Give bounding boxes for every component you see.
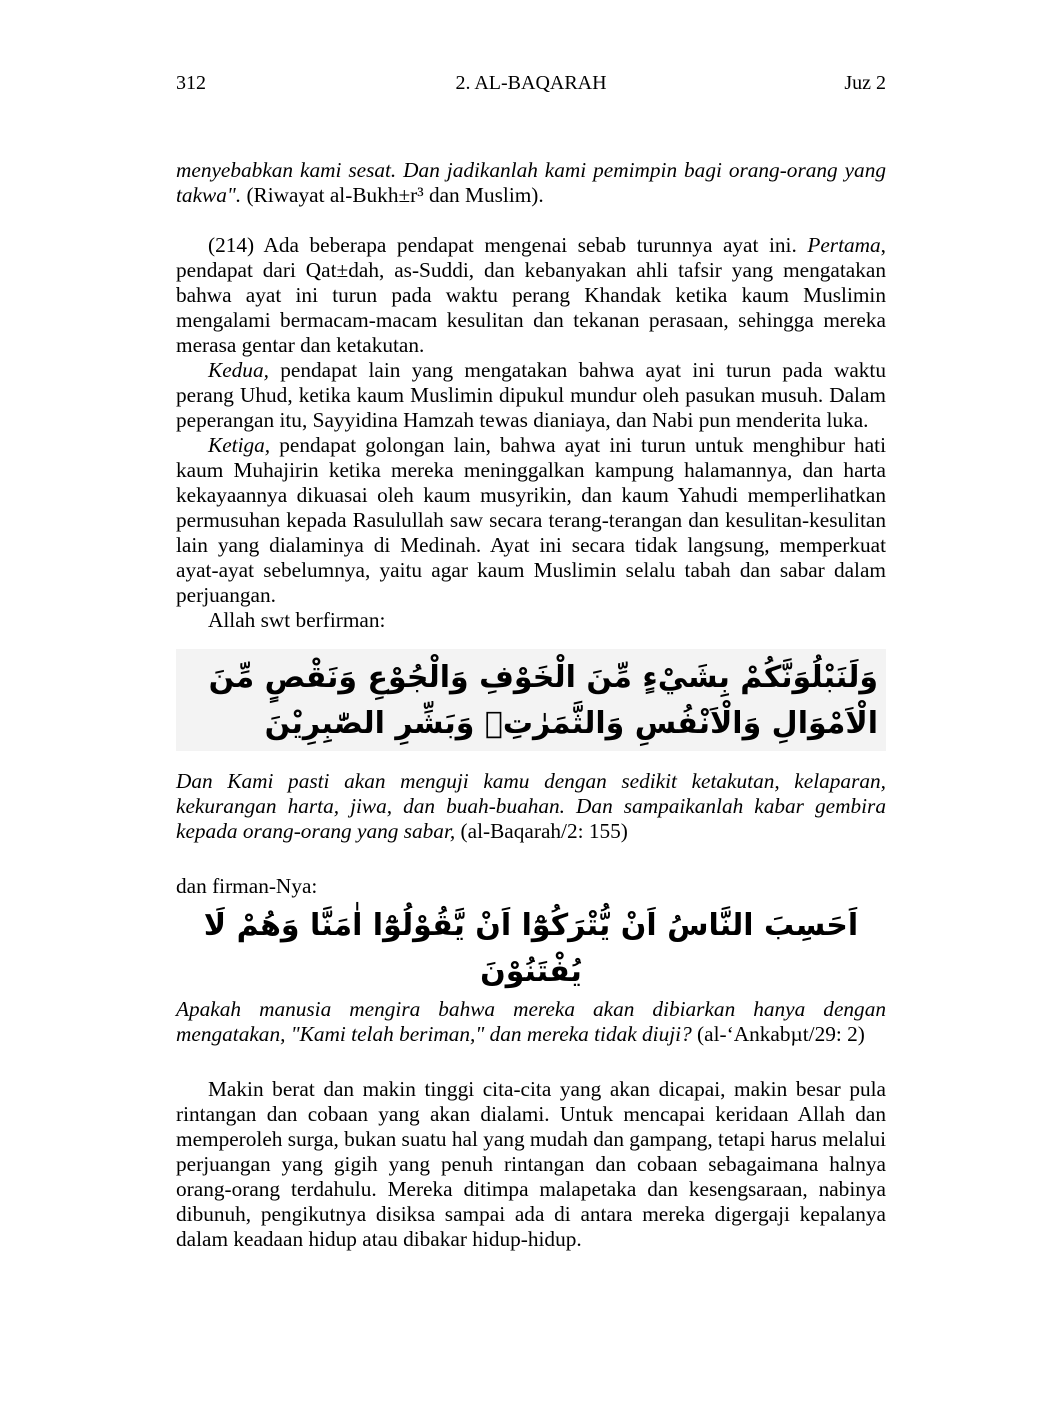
hadith-reference: (Riwayat al-Bukh±r³ dan Muslim). <box>241 183 544 207</box>
arabic-verse-ankabut-2: اَحَسِبَ النَّاسُ اَنْ يُّتْرَكُوْٓا اَنْ يَّقُوْلُوْٓا اٰمَنَّا وَهُمْ لَا يُفْتَنُوْنَ <box>203 908 859 989</box>
juz-label: Juz 2 <box>844 72 886 94</box>
paragraph-214-emphasis: Pertama <box>807 233 881 257</box>
paragraph-ketiga-emphasis: Ketiga, <box>208 433 271 457</box>
paragraph-ketiga-text: pendapat golongan lain, bahwa ayat ini turun untuk menghibur hati kaum Muhajirin ketika mereka meninggalkan kampung halamannya, dan harta kekayaannya dikuasai oleh kaum musyrikin, dan kaum Yahudi memperlihatkan permusuhan kepada Rasulullah saw secara terang-terangan dan kesulitan-kesulitan lain yang dialaminya di Medinah. Ayat ini secara tidak langsung, memperkuat ayat-ayat sebelumnya, yaitu agar kaum Muslimin selalu tabah dan sabar dalam perjuangan. <box>176 433 886 607</box>
page-number: 312 <box>176 72 206 94</box>
paragraph-214-intro: (214) Ada beberapa pendapat mengenai sebab turunnya ayat ini. <box>208 233 808 257</box>
chapter-title: 2. AL-BAQARAH <box>455 72 607 94</box>
paragraph-ketiga <box>176 433 886 608</box>
paragraph-kedua <box>176 358 886 433</box>
verse-reference: (al-‘Ankabµt/29: 2) <box>691 1022 865 1046</box>
translation-ankabut-2 <box>176 997 886 1047</box>
quote-text: menyebabkan kami sesat. Dan jadikanlah kami pemimpin bagi orang-orang yang takwa". <box>176 158 886 207</box>
paragraph-closing: Makin berat dan makin tinggi cita-cita yang akan dicapai, makin besar pula rintangan dan cobaan yang akan dialami. Untuk mencapai keridaan Allah dan memperoleh surga, bukan suatu hal yang mudah dan gampang, tetapi harus melalui perjuangan yang gigih yang penuh rintangan dan cobaan sebagaimana halnya orang-orang terdahulu. Mereka ditimpa malapetaka dan kesengsaraan, nabinya dibunuh, pengikutnya disiksa sampai ada di antara mereka digergaji kepalanya dalam keadaan hidup atau dibakar hidup-hidup. <box>176 1077 886 1251</box>
paragraph-kedua-emphasis: Kedua, <box>208 358 269 382</box>
paragraph-kedua-text: pendapat lain yang mengatakan bahwa ayat ini turun pada waktu perang Uhud, ketika kaum Muslimin dipukul mundur oleh pasukan musuh. Dalam peperangan itu, Sayyidina Hamzah tewas dianiaya, dan Nabi pun menderita luka. <box>176 358 886 432</box>
verse-reference: (al-Baqarah/2: 155) <box>455 819 628 843</box>
translation-text: Apakah manusia mengira bahwa mereka akan dibiarkan hanya dengan mengatakan, "Kami telah beriman," dan mereka tidak diuji? <box>176 997 886 1046</box>
page-header <box>176 72 886 100</box>
page-body <box>176 158 886 1252</box>
translation-text: Dan Kami pasti akan menguji kamu dengan sedikit ketakutan, kelaparan, kekurangan harta, jiwa, dan buah-buahan. Dan sampaikanlah kabar gembira kepada orang-orang yang sabar, <box>176 769 886 843</box>
paragraph-continuation <box>176 158 886 208</box>
paragraph-firman-nya: dan firman-Nya: <box>176 874 318 898</box>
translation-baqarah-155 <box>176 769 886 844</box>
paragraph-214-text: , pendapat dari Qat±dah, as-Suddi, dan kebanyakan ahli tafsir yang mengatakan bahwa ayat ini turun pada waktu perang Khandak ketika kaum Muslimin mengalami bermacam-macam kesulitan dan tekanan perasaan, sehingga mereka merasa gentar dan ketakutan. <box>176 233 886 357</box>
arabic-verse-baqarah-155: وَلَنَبْلُوَنَّكُمْ بِشَيْءٍ مِّنَ الْخَوْفِ وَالْجُوْعِ وَنَقْصٍ مِّنَ الْاَمْوَالِ وَالْاَنْفُسِ وَالثَّمَرٰتِۗ وَبَشِّرِ الصّٰبِرِيْنَ <box>176 649 886 751</box>
paragraph-allah-berfirman: Allah swt berfirman: <box>208 608 386 632</box>
paragraph-214 <box>176 233 886 358</box>
